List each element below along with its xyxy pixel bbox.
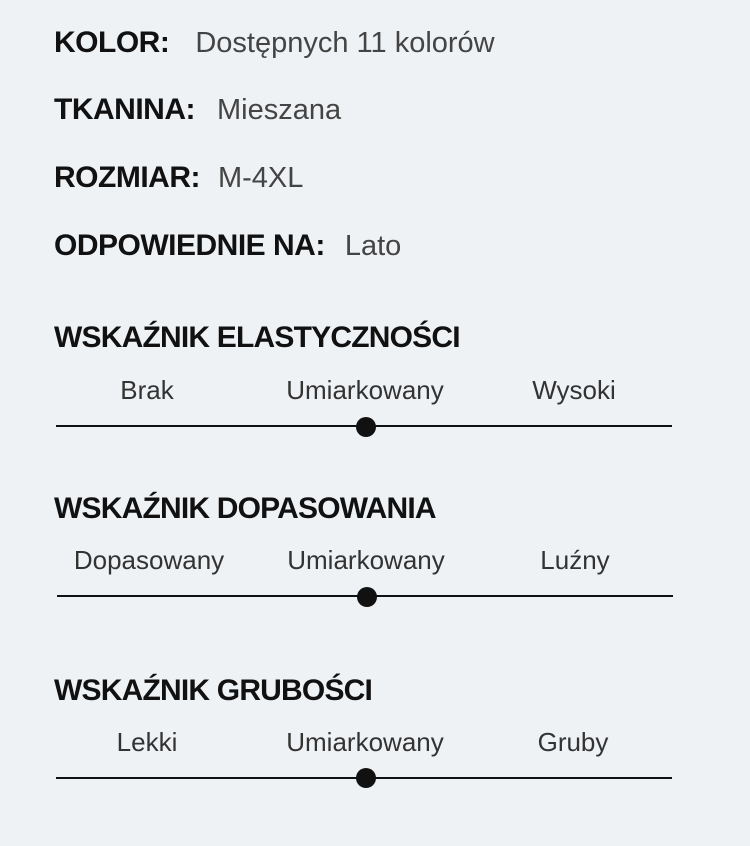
spec-label: ROZMIAR: xyxy=(54,161,200,194)
scale-option-high: Luźny xyxy=(540,545,610,575)
spec-value: Dostępnych 11 kolorów xyxy=(195,27,495,59)
spec-label: TKANINA: xyxy=(54,93,195,126)
spec-row-fabric xyxy=(54,93,341,127)
scale-option-mid: Umiarkowany xyxy=(286,727,444,757)
scale-option-low: Lekki xyxy=(116,727,178,757)
scale-option-low: Brak xyxy=(120,375,174,405)
scale-title-thickness: WSKAŹNIK GRUBOŚCI xyxy=(54,674,373,707)
scale-marker xyxy=(357,587,377,607)
scale-option-high: Wysoki xyxy=(532,375,616,405)
scale-option-mid: Umiarkowany xyxy=(287,545,445,575)
scale-marker xyxy=(356,417,376,437)
scale-option-low: Dopasowany xyxy=(73,545,225,575)
spec-row-season xyxy=(54,229,401,263)
spec-row-color xyxy=(54,26,495,60)
scale-title-fit: WSKAŹNIK DOPASOWANIA xyxy=(54,492,436,525)
spec-value: M-4XL xyxy=(217,162,304,194)
spec-label: KOLOR: xyxy=(54,26,170,59)
scale-marker xyxy=(356,768,376,788)
spec-value: Lato xyxy=(344,230,402,262)
scale-option-high: Gruby xyxy=(537,727,609,757)
spec-row-size xyxy=(54,161,303,195)
scale-title-elasticity: WSKAŹNIK ELASTYCZNOŚCI xyxy=(54,321,460,354)
scale-option-mid: Umiarkowany xyxy=(286,375,444,405)
spec-value: Mieszana xyxy=(216,94,342,126)
spec-label: ODPOWIEDNIE NA: xyxy=(54,229,325,262)
